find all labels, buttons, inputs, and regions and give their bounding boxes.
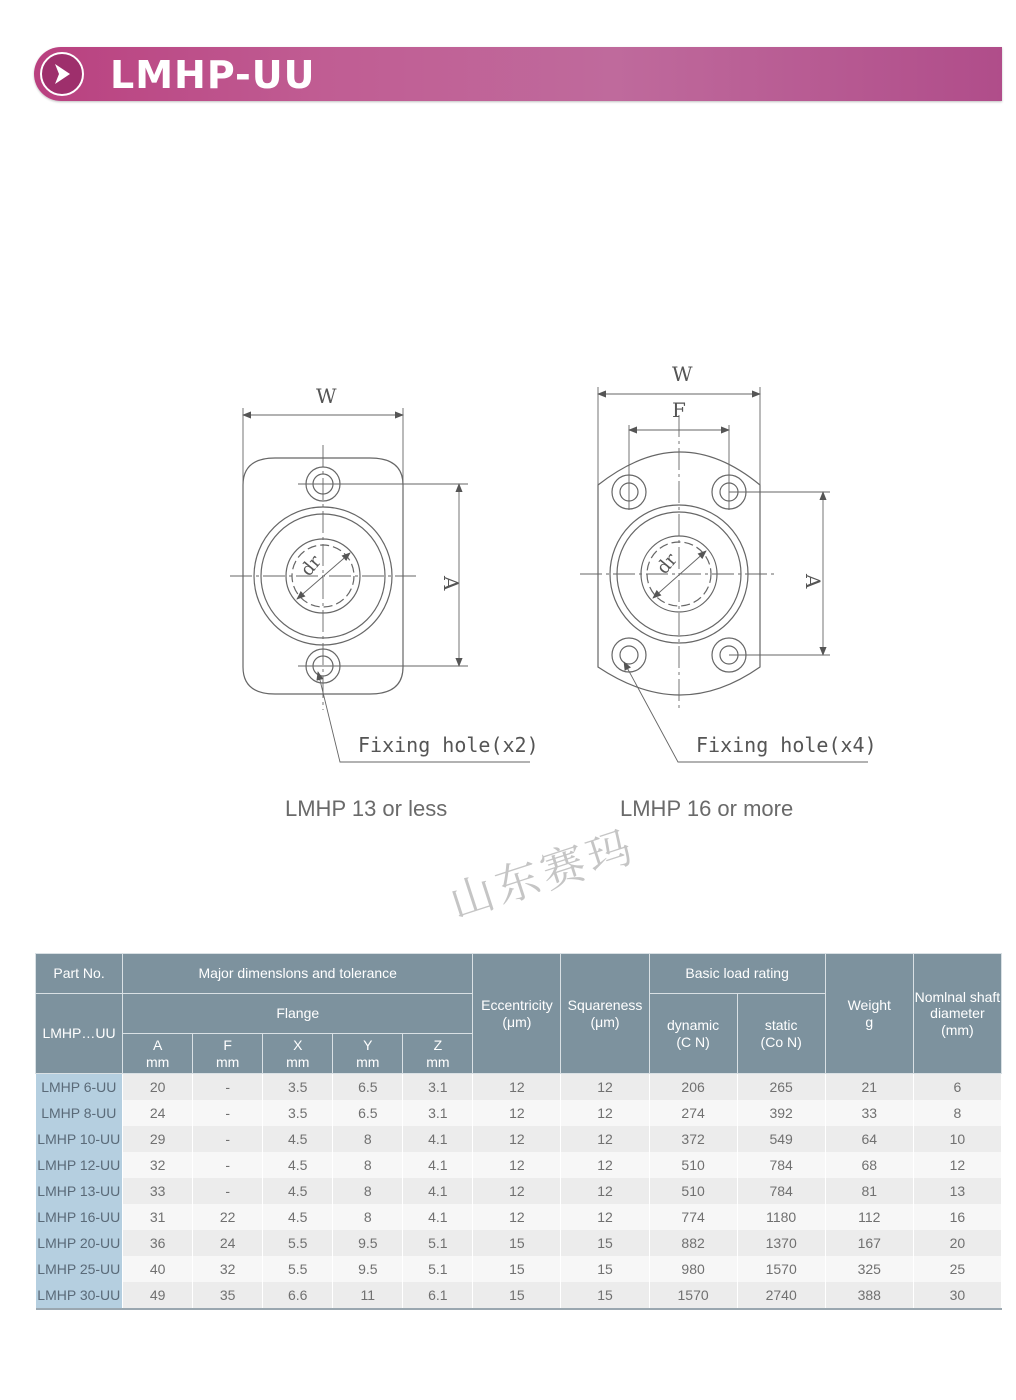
cell-a: 31 <box>123 1204 193 1230</box>
cell-y: 8 <box>333 1204 403 1230</box>
dim-header-y: Y mm <box>333 1034 403 1074</box>
cell-dyn: 510 <box>649 1152 737 1178</box>
table-row <box>36 1230 1002 1256</box>
cell-y: 8 <box>333 1178 403 1204</box>
w-label-left: W <box>316 384 337 408</box>
cell-part: LMHP 16-UU <box>36 1204 123 1230</box>
cell-x: 5.5 <box>263 1230 333 1256</box>
fixing-hole-3 <box>612 638 646 672</box>
a-label-right: A <box>801 574 825 589</box>
cell-weight: 325 <box>825 1256 913 1282</box>
cell-f: 32 <box>193 1256 263 1282</box>
cell-stat: 265 <box>737 1074 825 1101</box>
dim-header-f: F mm <box>193 1034 263 1074</box>
hole-label-right: Fixing hole(x4) <box>696 733 877 757</box>
cell-z: 4.1 <box>403 1152 473 1178</box>
cell-sq: 12 <box>561 1074 649 1101</box>
cell-part: LMHP 20-UU <box>36 1230 123 1256</box>
squareness-header: Squareness (μm) <box>561 954 649 1074</box>
basic-load-header: Basic load rating <box>649 954 825 994</box>
cell-ecc: 12 <box>473 1074 561 1101</box>
cell-ecc: 15 <box>473 1282 561 1309</box>
major-dimensions-header: Major dimenslons and tolerance <box>123 954 473 994</box>
cell-shaft: 30 <box>913 1282 1001 1309</box>
cell-part: LMHP 10-UU <box>36 1126 123 1152</box>
cell-f: - <box>193 1074 263 1101</box>
technical-drawing <box>0 340 1016 840</box>
cell-stat: 1180 <box>737 1204 825 1230</box>
cell-sq: 12 <box>561 1126 649 1152</box>
spec-table <box>35 953 1002 1310</box>
cell-x: 3.5 <box>263 1074 333 1101</box>
cell-y: 11 <box>333 1282 403 1309</box>
f-label-right: F <box>672 398 686 422</box>
cell-part: LMHP 8-UU <box>36 1100 123 1126</box>
cell-stat: 2740 <box>737 1282 825 1309</box>
weight-header: Weight g <box>825 954 913 1074</box>
cell-ecc: 12 <box>473 1204 561 1230</box>
cell-f: - <box>193 1178 263 1204</box>
cell-x: 3.5 <box>263 1100 333 1126</box>
dim-header-a: A mm <box>123 1034 193 1074</box>
cell-weight: 33 <box>825 1100 913 1126</box>
cell-weight: 64 <box>825 1126 913 1152</box>
cell-weight: 21 <box>825 1074 913 1101</box>
cell-shaft: 16 <box>913 1204 1001 1230</box>
cell-part: LMHP 6-UU <box>36 1074 123 1101</box>
cell-x: 4.5 <box>263 1126 333 1152</box>
dim-header-z: Z mm <box>403 1034 473 1074</box>
cell-weight: 112 <box>825 1204 913 1230</box>
table-row <box>36 1126 1002 1152</box>
cell-ecc: 12 <box>473 1152 561 1178</box>
dr-label-left: dr <box>296 551 326 581</box>
dynamic-header: dynamic (C N) <box>649 994 737 1074</box>
cell-z: 4.1 <box>403 1126 473 1152</box>
caption-right: LMHP 16 or more <box>620 796 794 821</box>
dr-label-right: dr <box>652 549 682 579</box>
cell-stat: 784 <box>737 1178 825 1204</box>
cell-a: 49 <box>123 1282 193 1309</box>
arrow-icon <box>40 52 84 96</box>
title-banner <box>34 47 1002 101</box>
cell-x: 6.6 <box>263 1282 333 1309</box>
part-no-header: Part No. <box>36 954 123 994</box>
dim-header-x: X mm <box>263 1034 333 1074</box>
cell-z: 6.1 <box>403 1282 473 1309</box>
cell-z: 3.1 <box>403 1100 473 1126</box>
cell-sq: 15 <box>561 1256 649 1282</box>
cell-a: 29 <box>123 1126 193 1152</box>
cell-x: 4.5 <box>263 1178 333 1204</box>
cell-sq: 15 <box>561 1230 649 1256</box>
cell-sq: 12 <box>561 1152 649 1178</box>
table-row <box>36 1256 1002 1282</box>
caption-left: LMHP 13 or less <box>285 796 448 821</box>
cell-weight: 167 <box>825 1230 913 1256</box>
cell-a: 40 <box>123 1256 193 1282</box>
table-row <box>36 1100 1002 1126</box>
cell-a: 33 <box>123 1178 193 1204</box>
cell-ecc: 12 <box>473 1178 561 1204</box>
cell-x: 5.5 <box>263 1256 333 1282</box>
cell-y: 8 <box>333 1152 403 1178</box>
cell-shaft: 20 <box>913 1230 1001 1256</box>
cell-z: 5.1 <box>403 1230 473 1256</box>
cell-part: LMHP 13-UU <box>36 1178 123 1204</box>
cell-y: 9.5 <box>333 1230 403 1256</box>
cell-part: LMHP 12-UU <box>36 1152 123 1178</box>
cell-z: 3.1 <box>403 1074 473 1101</box>
cell-ecc: 12 <box>473 1126 561 1152</box>
cell-ecc: 12 <box>473 1100 561 1126</box>
cell-ecc: 15 <box>473 1256 561 1282</box>
cell-f: 35 <box>193 1282 263 1309</box>
cell-shaft: 25 <box>913 1256 1001 1282</box>
cell-a: 24 <box>123 1100 193 1126</box>
table-row <box>36 1152 1002 1178</box>
cell-shaft: 12 <box>913 1152 1001 1178</box>
cell-shaft: 8 <box>913 1100 1001 1126</box>
page-title: LMHP-UU <box>110 53 316 97</box>
cell-shaft: 13 <box>913 1178 1001 1204</box>
table-row <box>36 1178 1002 1204</box>
cell-a: 32 <box>123 1152 193 1178</box>
cell-ecc: 15 <box>473 1230 561 1256</box>
cell-y: 8 <box>333 1126 403 1152</box>
cell-a: 36 <box>123 1230 193 1256</box>
cell-f: - <box>193 1100 263 1126</box>
table-row <box>36 1282 1002 1309</box>
cell-stat: 392 <box>737 1100 825 1126</box>
cell-x: 4.5 <box>263 1204 333 1230</box>
a-label-left: A <box>439 576 463 591</box>
cell-a: 20 <box>123 1074 193 1101</box>
cell-y: 9.5 <box>333 1256 403 1282</box>
cell-part: LMHP 30-UU <box>36 1282 123 1309</box>
cell-shaft: 10 <box>913 1126 1001 1152</box>
cell-dyn: 882 <box>649 1230 737 1256</box>
hole-label-left: Fixing hole(x2) <box>358 733 539 757</box>
cell-stat: 1370 <box>737 1230 825 1256</box>
cell-y: 6.5 <box>333 1100 403 1126</box>
cell-f: 24 <box>193 1230 263 1256</box>
cell-z: 4.1 <box>403 1178 473 1204</box>
cell-weight: 81 <box>825 1178 913 1204</box>
cell-weight: 388 <box>825 1282 913 1309</box>
cell-part: LMHP 25-UU <box>36 1256 123 1282</box>
cell-dyn: 206 <box>649 1074 737 1101</box>
cell-f: - <box>193 1126 263 1152</box>
watermark: 山东赛玛 <box>443 821 642 929</box>
shaft-diameter-header: Nomlnal shaft diameter (mm) <box>913 954 1001 1074</box>
cell-sq: 12 <box>561 1178 649 1204</box>
cell-z: 4.1 <box>403 1204 473 1230</box>
cell-stat: 549 <box>737 1126 825 1152</box>
cell-stat: 1570 <box>737 1256 825 1282</box>
cell-z: 5.1 <box>403 1256 473 1282</box>
cell-f: 22 <box>193 1204 263 1230</box>
cell-x: 4.5 <box>263 1152 333 1178</box>
w-label-right: W <box>672 362 693 386</box>
cell-sq: 12 <box>561 1204 649 1230</box>
cell-dyn: 274 <box>649 1100 737 1126</box>
cell-f: - <box>193 1152 263 1178</box>
cell-sq: 12 <box>561 1100 649 1126</box>
cell-stat: 784 <box>737 1152 825 1178</box>
cell-dyn: 774 <box>649 1204 737 1230</box>
cell-shaft: 6 <box>913 1074 1001 1101</box>
cell-dyn: 372 <box>649 1126 737 1152</box>
table-row <box>36 1204 1002 1230</box>
cell-weight: 68 <box>825 1152 913 1178</box>
series-header: LMHP…UU <box>36 994 123 1074</box>
cell-dyn: 980 <box>649 1256 737 1282</box>
flange-header: Flange <box>123 994 473 1034</box>
eccentricity-header: Eccentricity (μm) <box>473 954 561 1074</box>
static-header: static (Co N) <box>737 994 825 1074</box>
cell-dyn: 1570 <box>649 1282 737 1309</box>
cell-dyn: 510 <box>649 1178 737 1204</box>
cell-sq: 15 <box>561 1282 649 1309</box>
cell-y: 6.5 <box>333 1074 403 1101</box>
table-row <box>36 1074 1002 1101</box>
